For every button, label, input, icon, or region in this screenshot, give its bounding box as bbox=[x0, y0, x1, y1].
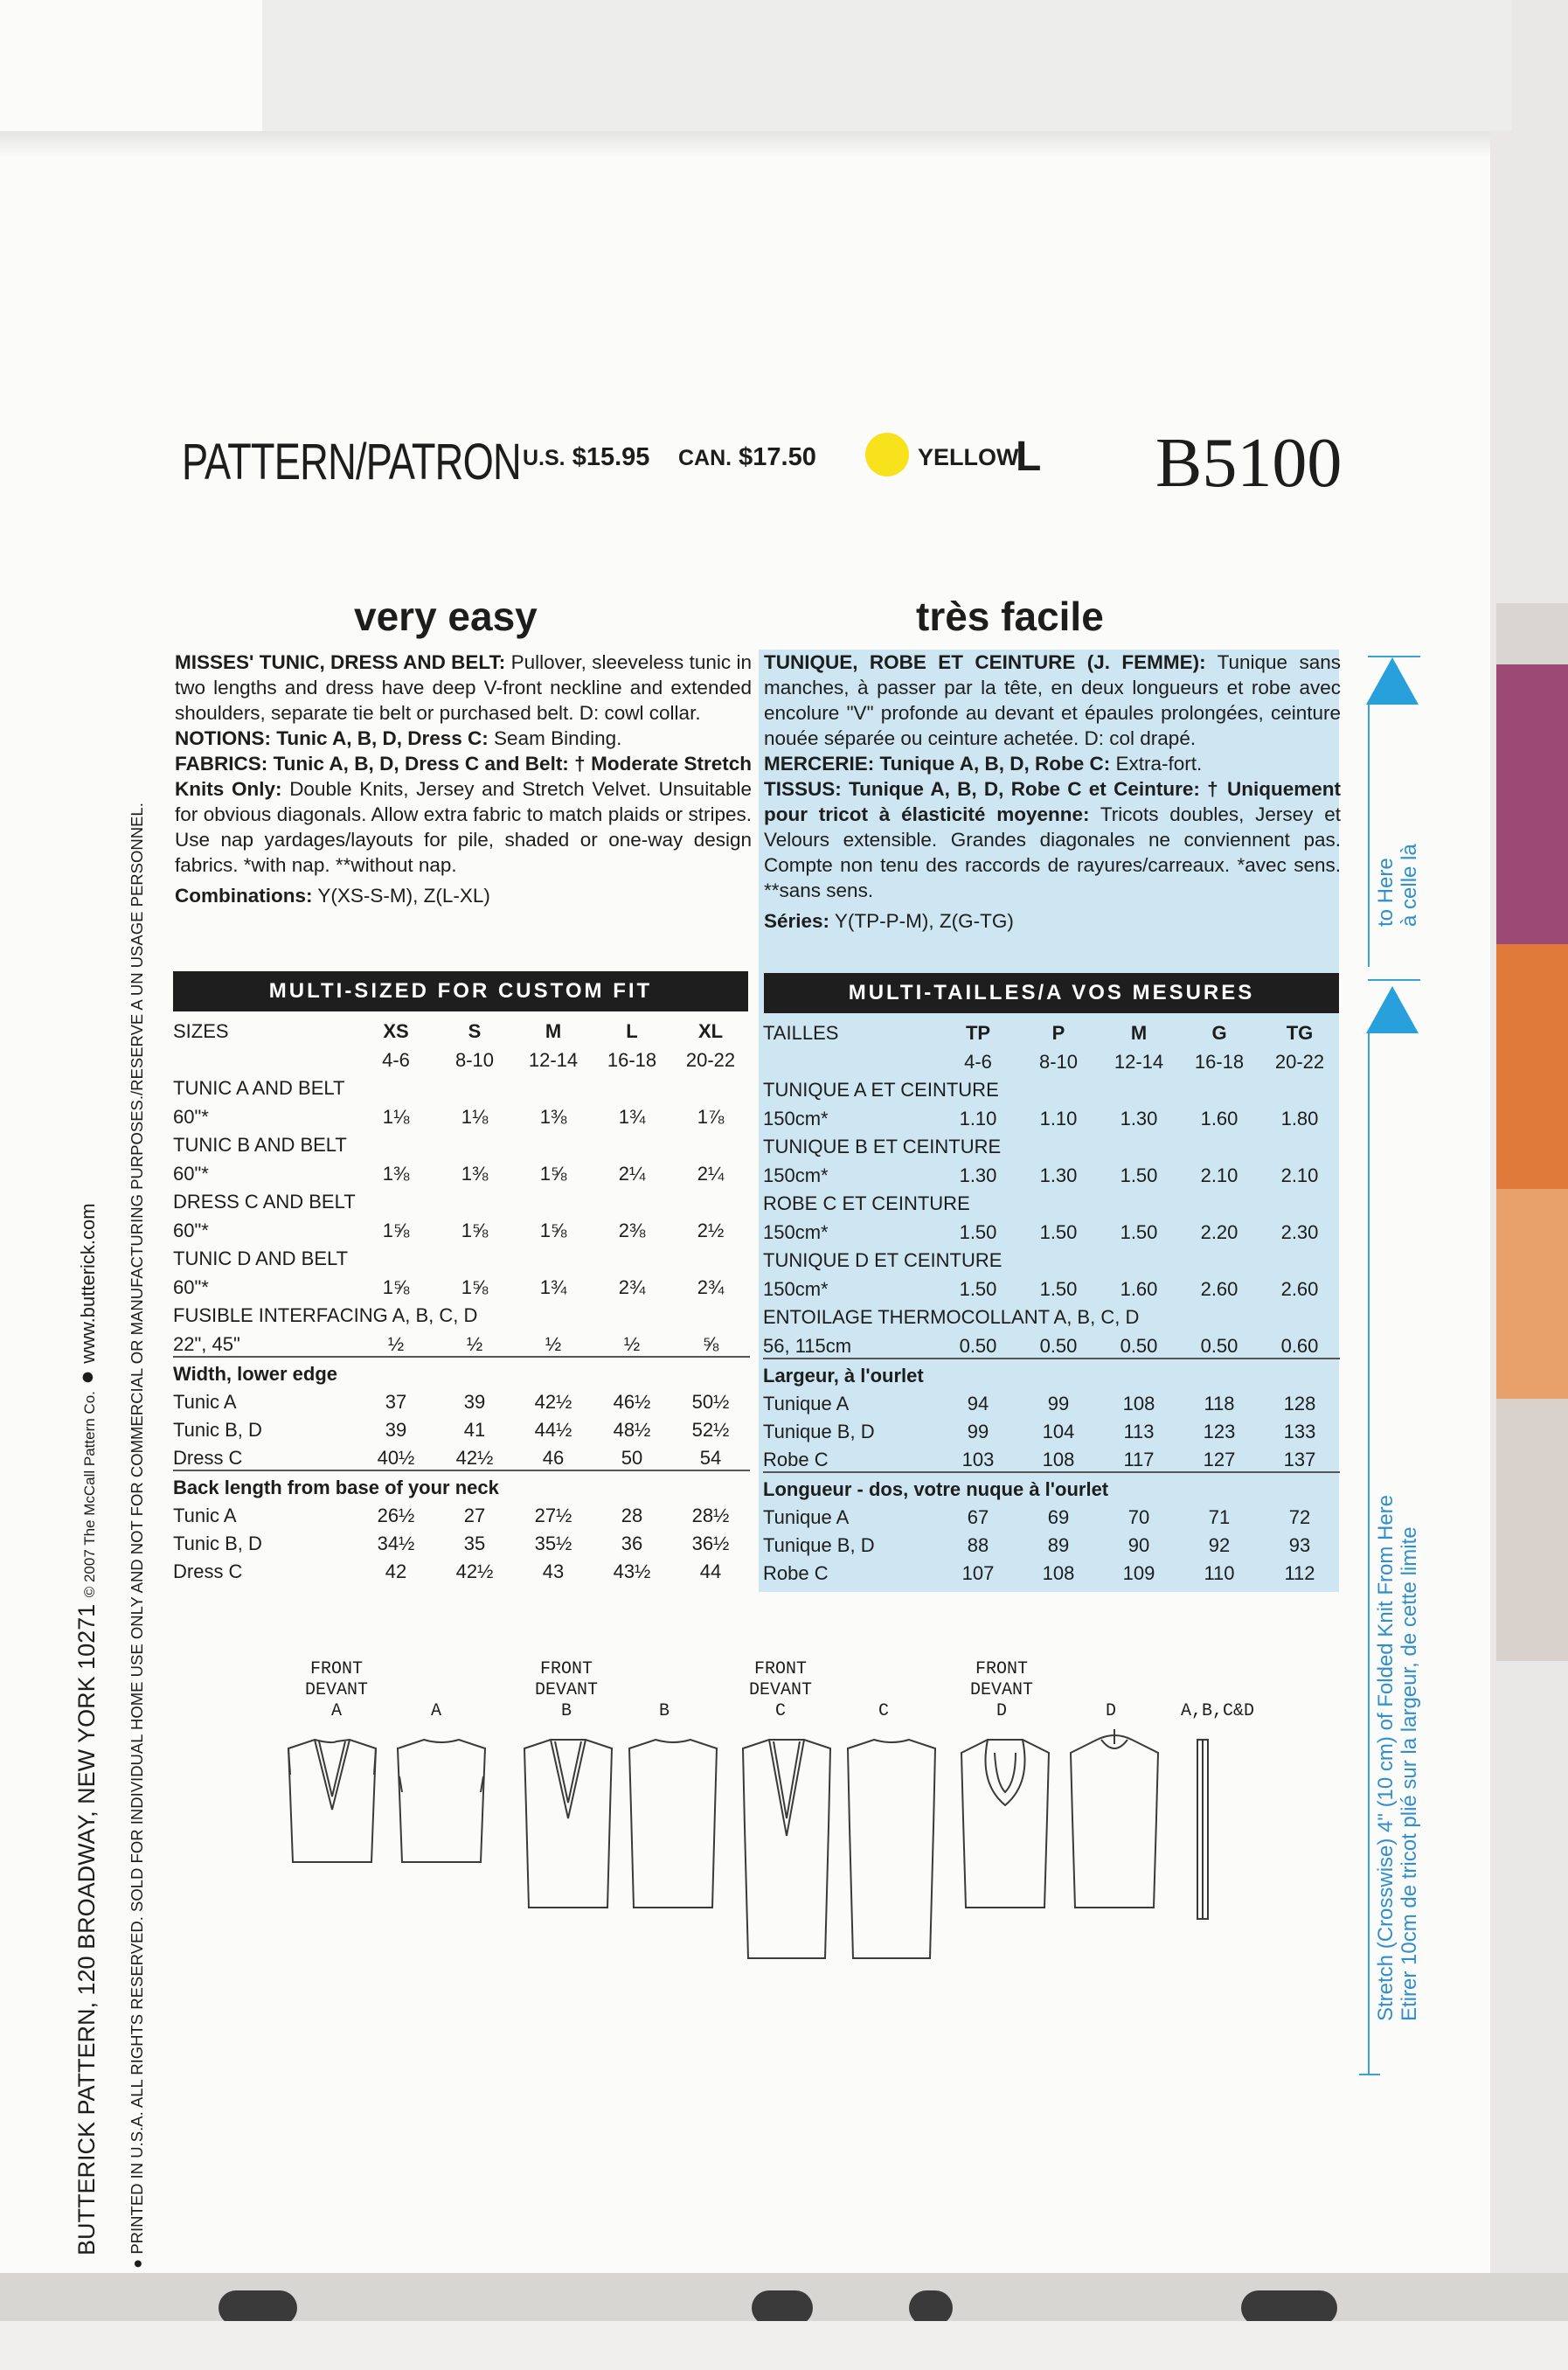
notions-text: Seam Binding. bbox=[494, 727, 622, 749]
tunic-d-back-drawing bbox=[1071, 1729, 1158, 1908]
fabrics-title: TISSUS: Tunique A, B, D, Robe C et Ceinture: † Uniquement pour tricot à élasticité moyenne: bbox=[764, 778, 1341, 825]
combos-text: Y(XS-S-M), Z(L-XL) bbox=[317, 885, 490, 907]
front-fr: DEVANT bbox=[969, 1680, 1033, 1700]
measure-value: 128 bbox=[1283, 1393, 1316, 1414]
yardage-row-name: TUNIC A AND BELT bbox=[173, 1077, 345, 1099]
measure-value: 42½ bbox=[455, 1560, 494, 1582]
measure-value: 92 bbox=[1208, 1534, 1231, 1556]
combos-title: Combinations: bbox=[175, 885, 313, 907]
bottom-mark bbox=[909, 2290, 953, 2325]
measure-value: 118 bbox=[1204, 1393, 1235, 1414]
size-header: G bbox=[1211, 1022, 1227, 1044]
measure-value: 26½ bbox=[377, 1505, 415, 1526]
measure-value: 28½ bbox=[691, 1505, 730, 1526]
tunic-b-back-drawing bbox=[629, 1740, 717, 1908]
english-description bbox=[175, 650, 752, 908]
edge-strip-magenta bbox=[1496, 664, 1568, 944]
measure-value: 71 bbox=[1208, 1506, 1231, 1528]
size-range: 4-6 bbox=[964, 1051, 992, 1073]
guide-mid-line bbox=[1368, 979, 1420, 981]
yardage-row-name: ROBE C ET CEINTURE bbox=[763, 1192, 970, 1214]
notions-text: Extra-fort. bbox=[1115, 753, 1203, 775]
size-letter: L bbox=[1016, 434, 1042, 480]
yardage-value: 0.50 bbox=[1200, 1335, 1238, 1357]
stretch-arrow-up bbox=[1366, 657, 1419, 705]
notions-title: NOTIONS: Tunic A, B, D, Dress C: bbox=[175, 727, 489, 749]
yardage-value: ½ bbox=[466, 1333, 483, 1355]
belt-label: A,B,C&D bbox=[1180, 1701, 1254, 1721]
yardage-value: 1⅝ bbox=[461, 1276, 489, 1298]
size-header: TP bbox=[965, 1022, 991, 1044]
measure-value: 46½ bbox=[613, 1391, 651, 1413]
measure-value: 34½ bbox=[377, 1533, 415, 1554]
yardage-value: 2¼ bbox=[697, 1163, 725, 1185]
front-fr: DEVANT bbox=[304, 1680, 368, 1700]
measure-value: 112 bbox=[1284, 1562, 1315, 1584]
yardage-value: 2.60 bbox=[1280, 1278, 1319, 1300]
measure-row-name: Tunique B, D bbox=[763, 1534, 875, 1556]
measure-value: 107 bbox=[961, 1562, 995, 1584]
yardage-row-name: TUNIC D AND BELT bbox=[173, 1248, 349, 1269]
sizes-label: SIZES bbox=[173, 1020, 229, 1042]
tunic-a-front-drawing bbox=[288, 1740, 376, 1862]
yardage-value: 1⅜ bbox=[461, 1163, 489, 1185]
yardage-value: 1⅛ bbox=[382, 1106, 410, 1128]
measure-value: 137 bbox=[1283, 1449, 1316, 1470]
desc-text: Pullover, sleeveless tunic in two lengths and dress have deep V-front neckline and extended shoulders, separate tie belt or purchased belt. D: cowl collar. bbox=[175, 651, 752, 724]
measure-value: 42½ bbox=[534, 1391, 572, 1413]
yardage-value: 2.10 bbox=[1200, 1164, 1238, 1186]
us-price-value: $15.95 bbox=[572, 443, 650, 471]
measure-row-name: Dress C bbox=[173, 1560, 243, 1582]
width-title: Width, lower edge bbox=[173, 1357, 750, 1386]
dress-c-back-drawing bbox=[848, 1740, 935, 1958]
measure-value: 90 bbox=[1127, 1534, 1150, 1556]
yardage-value: 1⅞ bbox=[697, 1106, 725, 1128]
measure-value: 67 bbox=[967, 1506, 989, 1528]
yardage-value: 1⅜ bbox=[382, 1163, 410, 1185]
measure-value: 36½ bbox=[691, 1533, 730, 1554]
measure-value: 52½ bbox=[691, 1419, 730, 1441]
stretch-fr: Etirer 10cm de tricot plié sur la largeur, de cette limite bbox=[1398, 1526, 1421, 2021]
yardage-value: 1.60 bbox=[1120, 1278, 1158, 1300]
size-range: 16-18 bbox=[1194, 1051, 1245, 1073]
size-header: XS bbox=[383, 1020, 409, 1042]
rights-line bbox=[128, 803, 147, 2269]
yardage-value: 1¾ bbox=[539, 1276, 567, 1298]
yardage-value: 1⅝ bbox=[539, 1163, 567, 1185]
front-fr: DEVANT bbox=[748, 1680, 812, 1700]
measure-value: 72 bbox=[1288, 1506, 1311, 1528]
measure-value: 50 bbox=[621, 1447, 643, 1469]
tunic-b-front-drawing bbox=[524, 1740, 612, 1908]
can-label: CAN. bbox=[678, 446, 732, 470]
yardage-value: ½ bbox=[545, 1333, 562, 1355]
front-fr: DEVANT bbox=[534, 1680, 598, 1700]
measure-value: 46 bbox=[542, 1447, 565, 1469]
edge-strip-orange bbox=[1496, 944, 1568, 1189]
stretch-instruction bbox=[1374, 1495, 1421, 2021]
sizes-label: TAILLES bbox=[763, 1022, 839, 1044]
measure-value: 93 bbox=[1288, 1534, 1311, 1556]
view-a-back-label: A bbox=[430, 1701, 441, 1721]
yardage-value: 2¼ bbox=[618, 1163, 646, 1185]
belt-drawing bbox=[1197, 1740, 1208, 1919]
measure-value: 39 bbox=[385, 1419, 407, 1441]
yardage-value: ½ bbox=[387, 1333, 405, 1355]
yardage-value: 1.10 bbox=[959, 1108, 997, 1129]
combos-text: Y(TP-P-M), Z(G-TG) bbox=[834, 910, 1014, 932]
desc-title: TUNIQUE, ROBE ET CEINTURE (J. FEMME): bbox=[764, 651, 1206, 673]
view-letter: C bbox=[774, 1701, 786, 1721]
yardage-width: 60"* bbox=[173, 1163, 209, 1185]
guide-line bbox=[1368, 1033, 1370, 2074]
fabrics-text: Tricots doubles, Jersey et Velours extensible. Grandes diagonales ne conviennent pas. Compte non tenu des raccords de rayures/carreaux. *avec sens. **sans sens. bbox=[764, 803, 1341, 901]
pattern-code: B5100 bbox=[1155, 425, 1343, 502]
to-here-label bbox=[1374, 844, 1421, 927]
garment-illustrations bbox=[271, 1705, 1250, 1967]
measure-value: 36 bbox=[621, 1533, 643, 1554]
yardage-value: 1.50 bbox=[1120, 1164, 1158, 1186]
yardage-value: 0.50 bbox=[1039, 1335, 1078, 1357]
envelope-flap bbox=[262, 0, 1512, 131]
measure-value: 41 bbox=[463, 1419, 486, 1441]
size-header: XL bbox=[697, 1020, 724, 1042]
measure-value: 54 bbox=[699, 1447, 722, 1469]
yardage-value: ⅝ bbox=[702, 1333, 719, 1355]
measure-value: 88 bbox=[967, 1534, 989, 1556]
yardage-value: 1⅝ bbox=[539, 1220, 567, 1241]
size-range: 12-14 bbox=[528, 1049, 579, 1071]
measure-row-name: Tunic A bbox=[173, 1505, 237, 1526]
measure-row-name: Tunique A bbox=[763, 1393, 850, 1414]
yardage-row-name: ENTOILAGE THERMOCOLLANT A, B, C, D bbox=[763, 1306, 1140, 1328]
measure-value: 35 bbox=[463, 1533, 486, 1554]
guide-end-mark bbox=[1359, 2074, 1380, 2075]
english-yardage-table bbox=[173, 1014, 750, 1583]
measure-row-name: Tunic A bbox=[173, 1391, 237, 1413]
measure-value: 43½ bbox=[613, 1560, 651, 1582]
stretch-arrow-up bbox=[1366, 986, 1419, 1033]
color-label: YELLOW bbox=[918, 444, 1019, 470]
french-yardage-table bbox=[763, 1016, 1340, 1585]
size-range: 8-10 bbox=[1038, 1051, 1079, 1073]
front-en: FRONT bbox=[309, 1659, 363, 1679]
yardage-value: ½ bbox=[623, 1333, 641, 1355]
dress-c-front-drawing bbox=[743, 1740, 830, 1958]
guide-line bbox=[1368, 705, 1370, 967]
yardage-width: 60"* bbox=[173, 1220, 209, 1241]
yardage-value: 0.50 bbox=[959, 1335, 997, 1357]
pattern-label: PATTERN/PATRON bbox=[182, 434, 521, 490]
us-price bbox=[523, 443, 649, 472]
size-range: 12-14 bbox=[1114, 1051, 1164, 1073]
yardage-value: 1⅛ bbox=[461, 1106, 489, 1128]
website: www.butterick.com bbox=[77, 1203, 99, 1364]
size-range: 20-22 bbox=[685, 1049, 736, 1071]
yardage-width: 150cm* bbox=[763, 1164, 829, 1186]
combos-title: Séries: bbox=[764, 910, 830, 932]
yardage-value: 2⅜ bbox=[618, 1220, 646, 1241]
yardage-value: 2.10 bbox=[1280, 1164, 1319, 1186]
view-b-back-label: B bbox=[658, 1701, 670, 1721]
measure-value: 48½ bbox=[613, 1419, 651, 1441]
yardage-value: 1⅜ bbox=[539, 1106, 567, 1128]
fabrics-text: Double Knits, Jersey and Stretch Velvet. Unsuitable for obvious diagonals. Allow extra fabric to match plaids or stripes. Use nap yardages/layouts for pile, shaded or one-way design fabrics. *with nap. **without nap. bbox=[175, 778, 752, 876]
rights-text: PRINTED IN U.S.A. ALL RIGHTS RESERVED. SOLD FOR INDIVIDUAL HOME USE ONLY AND NOT FOR COMMERCIAL OR MANUFACTURING PURPOSES./RESERVE A UN USAGE PERSONNEL. bbox=[128, 803, 146, 2255]
measure-value: 110 bbox=[1204, 1562, 1235, 1584]
measure-value: 108 bbox=[1042, 1449, 1075, 1470]
bottom-sheet bbox=[0, 2321, 1568, 2370]
view-letter: B bbox=[560, 1701, 572, 1721]
measure-row-name: Tunic B, D bbox=[173, 1419, 262, 1441]
bottom-mark bbox=[1241, 2290, 1337, 2325]
measure-value: 42½ bbox=[455, 1447, 494, 1469]
can-price-value: $17.50 bbox=[739, 443, 816, 471]
color-dot bbox=[865, 433, 909, 476]
length-title: Longueur - dos, votre nuque à l'ourlet bbox=[763, 1472, 1340, 1501]
front-en: FRONT bbox=[539, 1659, 593, 1679]
yardage-value: 1.10 bbox=[1039, 1108, 1078, 1129]
us-label: U.S. bbox=[523, 446, 565, 470]
yardage-value: 2.30 bbox=[1280, 1221, 1319, 1243]
yardage-row-name: TUNIQUE A ET CEINTURE bbox=[763, 1079, 999, 1101]
yardage-value: 1⅝ bbox=[461, 1220, 489, 1241]
measure-value: 44½ bbox=[534, 1419, 572, 1441]
desc-text: Tunique sans manches, à passer par la tête, en deux longueurs et robe avec encolure "V" profonde au devant et épaules prolongées, ceinture nouée séparée ou ceinture achetée. D: col drapé. bbox=[764, 651, 1341, 749]
stretch-en: Stretch (Crosswise) 4" (10 cm) of Folded Knit From Here bbox=[1374, 1494, 1398, 2021]
measure-row-name: Robe C bbox=[763, 1449, 829, 1470]
measure-value: 94 bbox=[967, 1393, 989, 1414]
measure-value: 28 bbox=[621, 1505, 643, 1526]
a-celle: à celle là bbox=[1398, 844, 1421, 927]
yardage-value: 1.30 bbox=[959, 1164, 997, 1186]
yardage-value: 2.60 bbox=[1200, 1278, 1238, 1300]
yardage-value: 1.30 bbox=[1120, 1108, 1158, 1129]
measure-row-name: Tunique A bbox=[763, 1506, 850, 1528]
measure-value: 70 bbox=[1127, 1506, 1150, 1528]
measure-value: 123 bbox=[1203, 1421, 1236, 1442]
yardage-value: 2¾ bbox=[618, 1276, 646, 1298]
tunic-d-front-drawing bbox=[961, 1740, 1049, 1908]
yardage-width: 22", 45" bbox=[173, 1333, 240, 1355]
yardage-value: 1⅝ bbox=[382, 1276, 410, 1298]
yardage-width: 150cm* bbox=[763, 1278, 829, 1300]
measure-value: 35½ bbox=[534, 1533, 572, 1554]
measure-value: 69 bbox=[1047, 1506, 1070, 1528]
measure-value: 27 bbox=[463, 1505, 486, 1526]
edge-strip-peach bbox=[1496, 1189, 1568, 1399]
yardage-width: 150cm* bbox=[763, 1108, 829, 1129]
tunic-a-back-drawing bbox=[398, 1740, 485, 1862]
yardage-value: 1.60 bbox=[1200, 1108, 1238, 1129]
view-letter: D bbox=[996, 1701, 1007, 1721]
yardage-value: 1¾ bbox=[618, 1106, 646, 1128]
measure-value: 113 bbox=[1123, 1421, 1155, 1442]
measure-value: 108 bbox=[1122, 1393, 1155, 1414]
yardage-value: 1.50 bbox=[959, 1221, 997, 1243]
view-c-back-label: C bbox=[878, 1701, 889, 1721]
measure-value: 37 bbox=[385, 1391, 407, 1413]
front-en: FRONT bbox=[753, 1659, 807, 1679]
multi-tailles-bar: MULTI-TAILLES/A VOS MESURES bbox=[764, 973, 1339, 1013]
size-range: 16-18 bbox=[607, 1049, 657, 1071]
width-title: Largeur, à l'ourlet bbox=[763, 1359, 1340, 1387]
to-here: to Here bbox=[1374, 858, 1398, 927]
desc-title: MISSES' TUNIC, DRESS AND BELT: bbox=[175, 651, 506, 673]
yardage-width: 60"* bbox=[173, 1106, 209, 1128]
multi-sized-bar: MULTI-SIZED FOR CUSTOM FIT bbox=[173, 971, 748, 1011]
yardage-row-name: FUSIBLE INTERFACING A, B, C, D bbox=[173, 1304, 478, 1326]
bullet: ● bbox=[128, 2254, 146, 2269]
measure-value: 39 bbox=[463, 1391, 486, 1413]
measure-value: 99 bbox=[967, 1421, 989, 1442]
difficulty-fr: très facile bbox=[916, 594, 1104, 639]
measure-row-name: Robe C bbox=[763, 1562, 829, 1584]
measure-value: 104 bbox=[1042, 1421, 1075, 1442]
measure-value: 40½ bbox=[377, 1447, 415, 1469]
size-header: S bbox=[468, 1020, 482, 1042]
yardage-row-name: TUNIQUE B ET CEINTURE bbox=[763, 1136, 1002, 1157]
view-letter: A bbox=[330, 1701, 342, 1721]
measure-value: 117 bbox=[1123, 1449, 1155, 1470]
flap-shadow bbox=[0, 131, 1490, 157]
measure-value: 50½ bbox=[691, 1391, 730, 1413]
length-title: Back length from base of your neck bbox=[173, 1470, 750, 1499]
yardage-value: 1.80 bbox=[1280, 1108, 1319, 1129]
bullet: ● bbox=[73, 1363, 100, 1385]
measure-value: 99 bbox=[1047, 1393, 1070, 1414]
yardage-value: 1.50 bbox=[1039, 1221, 1078, 1243]
yardage-width: 56, 115cm bbox=[763, 1335, 852, 1357]
fabrics-title: FABRICS: Tunic A, B, D, Dress C and Belt: † Moderate Stretch Knits Only: bbox=[175, 753, 752, 800]
yardage-value: 1⅝ bbox=[382, 1220, 410, 1241]
can-price bbox=[678, 443, 816, 472]
size-range: 4-6 bbox=[382, 1049, 410, 1071]
measure-row-name: Tunique B, D bbox=[763, 1421, 875, 1442]
yardage-value: 1.50 bbox=[1120, 1221, 1158, 1243]
yardage-value: 2½ bbox=[697, 1220, 725, 1241]
size-header: L bbox=[626, 1020, 638, 1042]
bottom-mark bbox=[219, 2290, 297, 2325]
measure-value: 109 bbox=[1122, 1562, 1155, 1584]
difficulty-en: very easy bbox=[354, 594, 538, 639]
measure-value: 27½ bbox=[534, 1505, 572, 1526]
front-en: FRONT bbox=[975, 1659, 1028, 1679]
measure-value: 108 bbox=[1042, 1562, 1075, 1584]
yardage-value: 1.30 bbox=[1039, 1164, 1078, 1186]
size-range: 20-22 bbox=[1274, 1051, 1325, 1073]
measure-value: 133 bbox=[1283, 1421, 1316, 1442]
size-header: TG bbox=[1286, 1022, 1314, 1044]
size-header: M bbox=[1130, 1022, 1148, 1044]
french-description bbox=[764, 650, 1341, 934]
measure-value: 89 bbox=[1047, 1534, 1070, 1556]
measure-value: 103 bbox=[961, 1449, 995, 1470]
yardage-row-name: DRESS C AND BELT bbox=[173, 1191, 356, 1213]
measure-value: 127 bbox=[1203, 1449, 1236, 1470]
measure-value: 42 bbox=[385, 1560, 407, 1582]
bottom-mark bbox=[752, 2290, 813, 2325]
measure-value: 43 bbox=[542, 1560, 565, 1582]
publisher-line bbox=[73, 1203, 101, 2255]
edge-strip-grey bbox=[1496, 1399, 1568, 1661]
yardage-row-name: TUNIC B AND BELT bbox=[173, 1134, 347, 1156]
size-range: 8-10 bbox=[454, 1049, 495, 1071]
notions-title: MERCERIE: Tunique A, B, D, Robe C: bbox=[764, 753, 1111, 775]
yardage-width: 150cm* bbox=[763, 1221, 829, 1243]
copyright: © 2007 The McCall Pattern Co. bbox=[81, 1391, 98, 1598]
size-header: M bbox=[545, 1020, 562, 1042]
size-header: P bbox=[1051, 1022, 1065, 1044]
yardage-value: 2.20 bbox=[1200, 1221, 1238, 1243]
measure-value: 44 bbox=[699, 1560, 722, 1582]
measure-row-name: Tunic B, D bbox=[173, 1533, 262, 1554]
publisher-address: BUTTERICK PATTERN, 120 BROADWAY, NEW YORK 10271 bbox=[73, 1603, 100, 2255]
yardage-value: 1.50 bbox=[959, 1278, 997, 1300]
yardage-row-name: TUNIQUE D ET CEINTURE bbox=[763, 1249, 1003, 1271]
yardage-value: 2¾ bbox=[697, 1276, 725, 1298]
yardage-value: 0.60 bbox=[1280, 1335, 1319, 1357]
yardage-width: 60"* bbox=[173, 1276, 209, 1298]
yardage-value: 0.50 bbox=[1120, 1335, 1158, 1357]
view-d-back-label: D bbox=[1105, 1701, 1116, 1721]
yardage-value: 1.50 bbox=[1039, 1278, 1078, 1300]
measure-row-name: Dress C bbox=[173, 1447, 243, 1469]
